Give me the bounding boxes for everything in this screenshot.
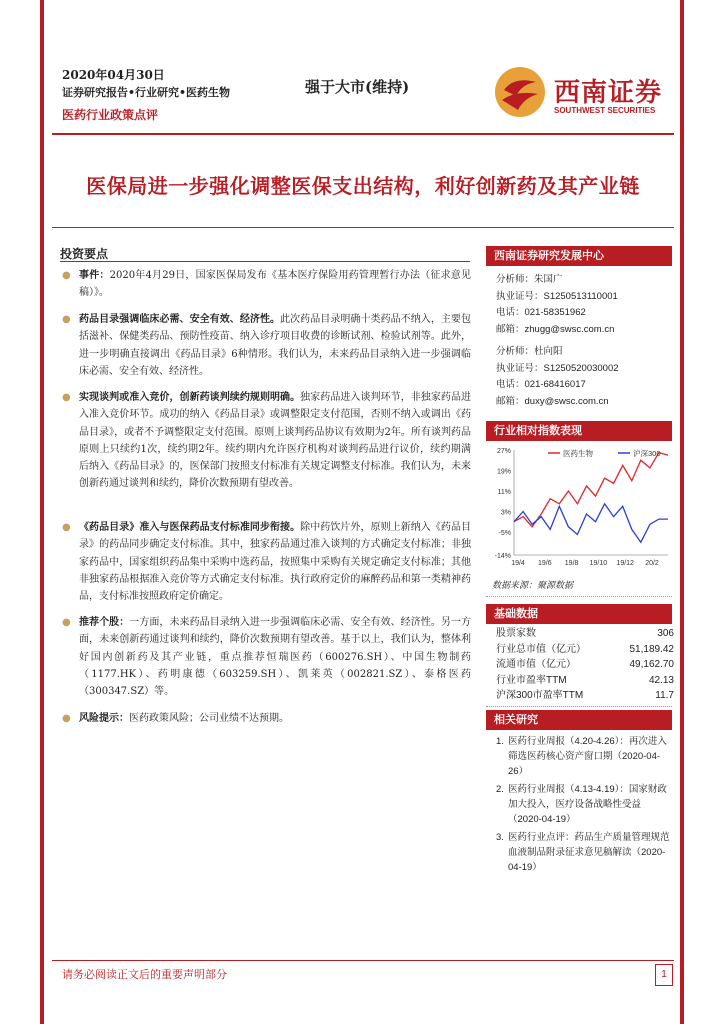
table-divider	[486, 706, 672, 707]
row-value: 11.7	[655, 690, 674, 701]
analyst-name: 分析师：朱国广	[496, 274, 563, 285]
analyst-phone: 电话：021-58351962	[496, 307, 586, 319]
paragraph-lead: 风险提示：	[79, 713, 129, 724]
table-row	[496, 673, 674, 689]
row-value: 42.13	[648, 674, 674, 686]
paragraph-risk	[79, 710, 471, 727]
analyst-cert: 执业证号：S1250520030002	[496, 362, 619, 374]
chart-divider	[486, 596, 672, 597]
table-row	[496, 642, 674, 658]
y-tick-label: 19%	[496, 468, 511, 476]
header-divider	[52, 133, 674, 135]
row-label: 沪深300市盈率TTM	[496, 690, 584, 701]
paragraph-body: 除中药饮片外，原则上新纳入《药品目录》的药品同步确定支付标准。其中，独家药品通过准入谈判的方式确定支付标准；非独家药品中，国家组织药品集中采购中选药品，按照集中采购有关规定确定支付标准；其他非独家药品根据准入竞价等方式确定支付标准。执行政府定价的麻醉药品和第一类精神药品，支付标准按照政府定价确定。	[79, 522, 472, 603]
row-label: 行业市盈率TTM	[496, 674, 567, 686]
investment-divider	[60, 261, 470, 262]
paragraph-body: 独家药品进入谈判环节，非独家药品进入准入竞价环节。成功的纳入《药品目录》或调整限定支付范围，否则不纳入或调出《药品目录》，或者不予调整限定支付范围。原则上谈判药品协议有效期为2年。所有谈判药品原则上只续约1次，续约期2年。续约期内允许医疗机构对谈判药品进行议价，续约期满后纳入《药品目录》的，医保部门按照支付标准有关规定调整支付标准。我们认为，未来创新药通过谈判和续约，降价次数预期有望改善。	[79, 392, 472, 490]
logo-text-en: SOUTHWEST SECURITIES	[554, 106, 656, 115]
bullet-icon: ●	[62, 314, 71, 325]
y-tick-label: 11%	[497, 488, 511, 496]
report-date: 2020年04月30日	[62, 68, 165, 82]
company-logo	[494, 64, 674, 124]
team-heading: 西南证券研究发展中心	[486, 246, 672, 266]
paragraph-event	[79, 267, 471, 302]
row-value: 51,189.42	[629, 643, 674, 655]
row-label: 流通市值（亿元）	[496, 659, 576, 670]
paragraph-lead: 药品目录强调临床必需、安全有效、经济性。	[79, 314, 281, 325]
paragraph-body: 2020年4月29日，国家医保局发布《基本医疗保险用药管理暂行办法（征求意见稿）》。	[79, 270, 471, 299]
logo-mark-icon	[494, 66, 546, 118]
item-text: 医药行业周报（4.20-4.26）：再次进入筛选医药核心资产窗口期（2020-04-26）	[508, 736, 667, 777]
footer-divider	[52, 960, 674, 961]
logo-text-cn: 西南证券	[554, 78, 663, 108]
right-border	[680, 0, 684, 1024]
left-border	[40, 0, 44, 1024]
legend-label: 医药生物	[563, 449, 593, 458]
index-performance-chart	[486, 440, 676, 575]
bullet-icon: ●	[62, 270, 71, 281]
related-heading: 相关研究	[486, 710, 672, 730]
rating: 强于大市(维持)	[305, 78, 410, 96]
x-tick-label: 19/8	[564, 560, 579, 567]
analyst-1	[496, 272, 618, 338]
paragraph-catalog	[79, 311, 471, 380]
table-row	[496, 657, 674, 673]
paragraph-lead: 事件：	[79, 270, 110, 281]
bullet-icon: ●	[62, 392, 71, 403]
x-tick-label: 19/10	[589, 560, 608, 567]
title-divider	[52, 227, 674, 228]
analyst-phone: 电话：021-68416017	[496, 379, 586, 391]
bullet-icon: ●	[62, 617, 71, 628]
investment-heading: 投资要点	[60, 247, 109, 261]
paragraph-payment	[79, 519, 471, 605]
paragraph-lead: 推荐个股：	[79, 617, 130, 628]
chart-heading: 行业相对指数表现	[486, 421, 672, 441]
related-report-item[interactable]	[496, 782, 674, 827]
analyst-name: 分析师：杜向阳	[496, 346, 563, 357]
chart-source: 数据来源：聚源数据	[492, 581, 574, 591]
related-report-list	[496, 734, 674, 878]
x-tick-label: 19/12	[616, 560, 634, 567]
related-report-item[interactable]	[496, 734, 674, 779]
paragraph-body: 一方面，未来药品目录纳入进一步强调临床必需、安全有效、经济性。另一方面，未来创新药通过谈判和续约，降价次数预期有望改善。基于以上，我们认为，整体利好国内创新药及其产业链，重点推荐恒瑞医药（600276.SH）、中国生物制药（1177.HK）、药明康德（603259.SH）、凯莱英（002821.SZ）、泰格医药（300347.SZ）等。	[79, 617, 472, 698]
x-tick-label: 20/2	[645, 560, 659, 567]
bullet-icon: ●	[62, 713, 71, 724]
table-row	[496, 688, 674, 704]
paragraph-body: 医药政策风险；公司业绩不达预期。	[129, 713, 289, 724]
row-value: 49,162.70	[629, 659, 674, 670]
page-number: 1	[655, 964, 673, 986]
y-tick-label: 27%	[496, 448, 511, 455]
y-tick-label: 3%	[500, 509, 511, 517]
table-row	[496, 626, 674, 642]
item-text: 医药行业点评：药品生产质量管理规范血液制品附录征求意见稿解读（2020-04-19）	[508, 832, 670, 873]
x-tick-label: 19/4	[511, 560, 525, 567]
row-label: 行业总市值（亿元）	[496, 643, 586, 655]
paragraph-body: 此次药品目录明确十类药品不纳入，主要包括滋补、保健类药品、预防性疫苗、纳入诊疗项目收费的诊断试剂、检验试剂等。此外，进一步明确直接调出《药品目录》6种情形。我们认为，未来药品目录纳入进一步强调临床必需、安全有效、经济性。	[79, 314, 472, 377]
analyst-cert: 执业证号：S1250513110001	[496, 290, 618, 302]
row-label: 股票家数	[496, 628, 536, 639]
x-tick-label: 19/6	[537, 560, 552, 567]
row-value: 306	[657, 628, 674, 639]
report-subtitle: 医药行业政策点评	[62, 108, 159, 122]
item-number: 1.	[496, 736, 504, 747]
y-tick-label: -14%	[494, 553, 511, 560]
y-tick-label: -5%	[498, 529, 511, 537]
report-title: 医保局进一步强化调整医保支出结构，利好创新药及其产业链	[86, 174, 640, 198]
related-report-item[interactable]	[496, 830, 674, 875]
series-line-1	[514, 504, 668, 542]
analyst-email[interactable]: 邮箱：zhugg@swsc.com.cn	[496, 323, 615, 335]
basic-data-table	[496, 626, 674, 704]
item-number: 2.	[496, 784, 504, 795]
paragraph-negotiation	[79, 389, 471, 493]
item-text: 医药行业周报（4.13-4.19）：国家财政加大投入，医疗设备战略性受益（2020-04-19）	[508, 784, 667, 825]
series-line-0	[514, 453, 668, 527]
paragraph-recommend	[79, 614, 471, 700]
item-number: 3.	[496, 832, 504, 843]
footer-note: 请务必阅读正文后的重要声明部分	[62, 968, 227, 981]
legend-label: 沪深300	[633, 449, 661, 458]
basic-data-heading: 基础数据	[486, 604, 672, 624]
report-type: 证券研究报告•行业研究•医药生物	[62, 86, 231, 99]
paragraph-lead: 实现谈判或准入竞价，创新药谈判续约规则明确。	[79, 392, 301, 403]
analyst-2	[496, 344, 619, 410]
paragraph-lead: 《药品目录》准入与医保药品支付标准同步衔接。	[79, 522, 301, 533]
analyst-email[interactable]: 邮箱：duxy@swsc.com.cn	[496, 395, 609, 407]
bullet-icon: ●	[62, 522, 71, 533]
